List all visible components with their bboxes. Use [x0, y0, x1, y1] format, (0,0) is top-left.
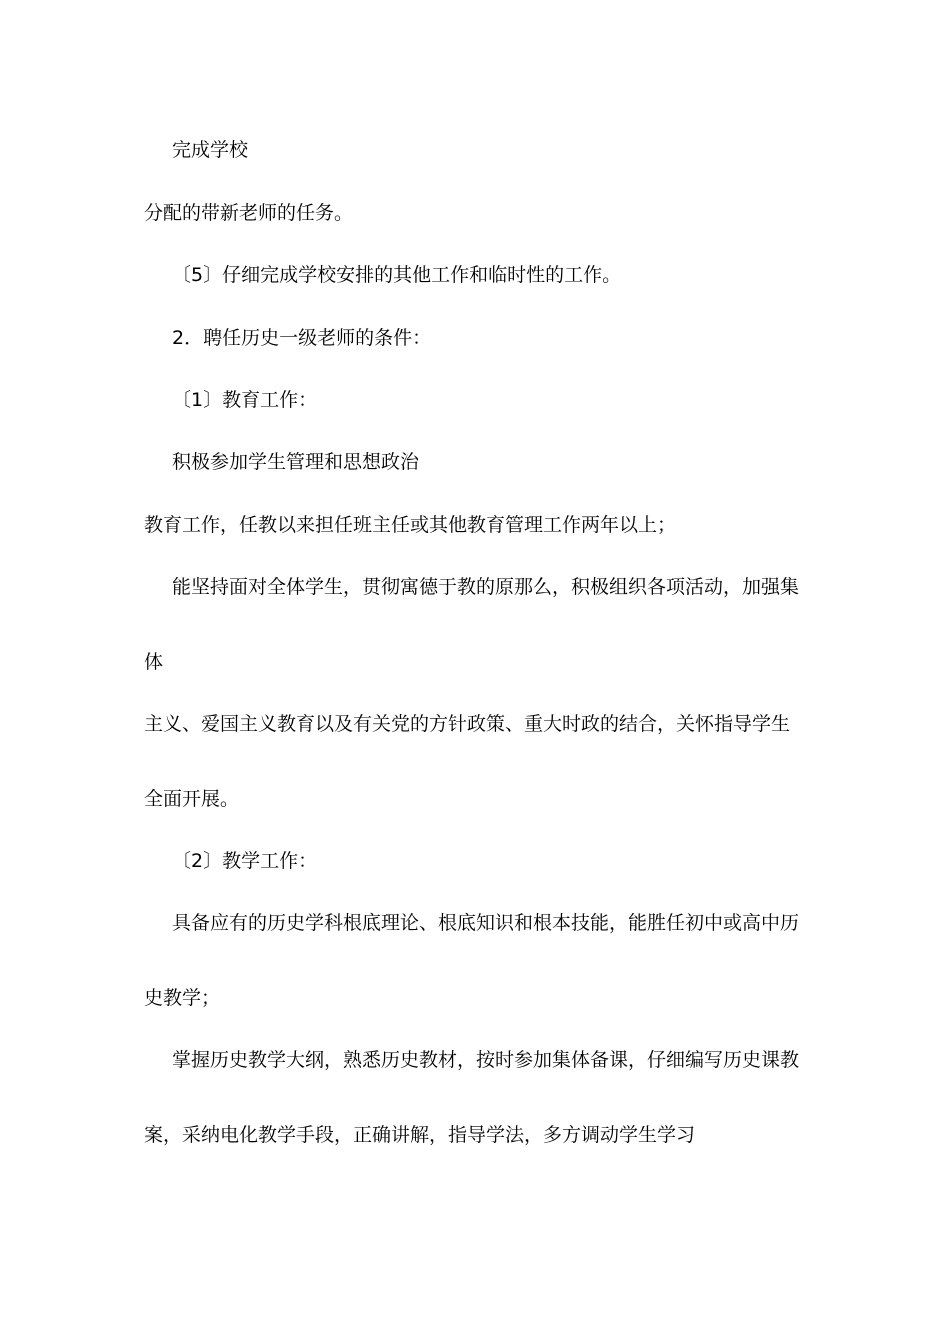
- text-line: 〔2〕教学工作：: [172, 850, 318, 872]
- text-line: 全面开展。: [144, 788, 240, 810]
- text-line: 史教学；: [144, 987, 221, 1009]
- text-line: 积极参加学生管理和思想政治: [172, 451, 420, 473]
- text-line: 体: [144, 651, 164, 673]
- text-line: 2．聘任历史一级老师的条件：: [172, 327, 432, 349]
- text-line: 具备应有的历史学科根底理论、根底知识和根本技能，能胜任初中或高中历: [172, 912, 800, 934]
- text-line: 完成学校: [172, 139, 249, 161]
- text-line: 掌握历史教学大纲，熟悉历史教材，按时参加集体备课，仔细编写历史课教: [172, 1049, 800, 1071]
- text-line: 分配的带新老师的任务。: [144, 202, 354, 224]
- text-line: 能坚持面对全体学生，贯彻寓德于教的原那么，积极组织各项活动，加强集: [172, 576, 800, 598]
- text-line: 教育工作，任教以来担任班主任或其他教育管理工作两年以上；: [144, 514, 677, 536]
- text-line: 〔1〕教育工作：: [172, 389, 318, 411]
- text-line: 案，采纳电化教学手段，正确讲解，指导学法，多方调动学生学习: [144, 1124, 696, 1146]
- text-line: 主义、爱国主义教育以及有关党的方针政策、重大时政的结合，关怀指导学生: [144, 713, 791, 735]
- text-line: 〔5〕仔细完成学校安排的其他工作和临时性的工作。: [172, 264, 622, 286]
